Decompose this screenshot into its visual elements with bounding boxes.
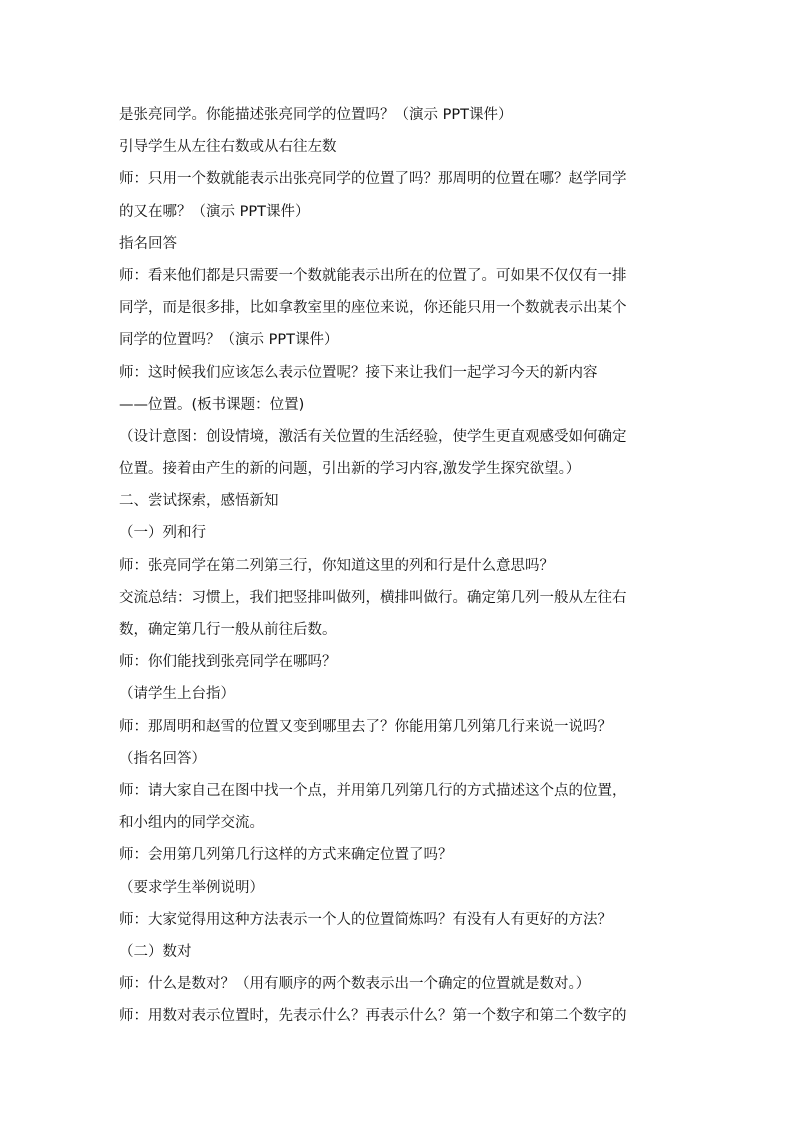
text-line: 的又在哪？（演示 PPT课件） [119, 203, 310, 220]
text-line: （指名回答） [119, 750, 206, 767]
text-line: 引导学生从左往右数或从右往左数 [119, 139, 337, 156]
text-line: （设计意图：创设情境，激活有关位置的生活经验，使学生更直观感受如何确定 [119, 428, 627, 445]
text-line: 同学的位置吗？（演示 PPT课件） [119, 332, 339, 349]
text-line: 同学，而是很多排，比如拿教室里的座位来说，你还能只用一个数就表示出某个 [119, 300, 627, 317]
document-body [119, 99, 681, 1032]
text-line: 交流总结：习惯上，我们把竖排叫做列，横排叫做行。确定第几列一般从左往右 [119, 589, 627, 606]
text-line: 位置。接着由产生的新的问题，引出新的学习内容,激发学生探究欲望。） [119, 461, 581, 478]
subsection-heading: （一）列和行 [119, 525, 206, 542]
text-line: 和小组内的同学交流。 [119, 815, 264, 832]
text-line: 数，确定第几行一般从前往后数。 [119, 622, 337, 638]
text-line: 是张亮同学。你能描述张亮同学的位置吗？（演示 PPT课件） [119, 107, 513, 123]
text-line: 师：用数对表示位置时，先表示什么？再表示什么？第一个数字和第二个数字的 [119, 1008, 627, 1025]
text-line: 师：大家觉得用这种方法表示一个人的位置简炼吗？有没有人有更好的方法？ [119, 911, 612, 928]
text-line: （要求学生举例说明） [119, 879, 264, 896]
section-heading: 二、尝试探索，感悟新知 [119, 493, 279, 510]
text-line: 师：什么是数对？（用有顺序的两个数表示出一个确定的位置就是数对。） [119, 976, 591, 993]
text-line: 师：这时候我们应该怎么表示位置呢？接下来让我们一起学习今天的新内容 [119, 364, 598, 381]
text-line: 师：只用一个数就能表示出张亮同学的位置了吗？那周明的位置在哪？赵学同学 [119, 171, 627, 188]
text-line: 师：看来他们都是只需要一个数就能表示出所在的位置了。可如果不仅仅有一排 [119, 267, 627, 284]
text-line: 师：你们能找到张亮同学在哪吗？ [119, 654, 337, 671]
text-line: 师：张亮同学在第二列第三行，你知道这里的列和行是什么意思吗？ [119, 557, 554, 574]
text-line: 指名回答 [119, 235, 177, 252]
text-line: 师：会用第几列第几行这样的方式来确定位置了吗？ [119, 847, 453, 864]
text-line: （请学生上台指） [119, 686, 235, 703]
text-line: 师：那周明和赵雪的位置又变到哪里去了？你能用第几列第几行来说一说吗？ [119, 718, 612, 735]
text-line: ——位置。(板书课题：位置) [119, 396, 305, 413]
subsection-heading: （二）数对 [119, 943, 192, 960]
text-line: 师：请大家自己在图中找一个点，并用第几列第几行的方式描述这个点的位置， [119, 782, 627, 799]
